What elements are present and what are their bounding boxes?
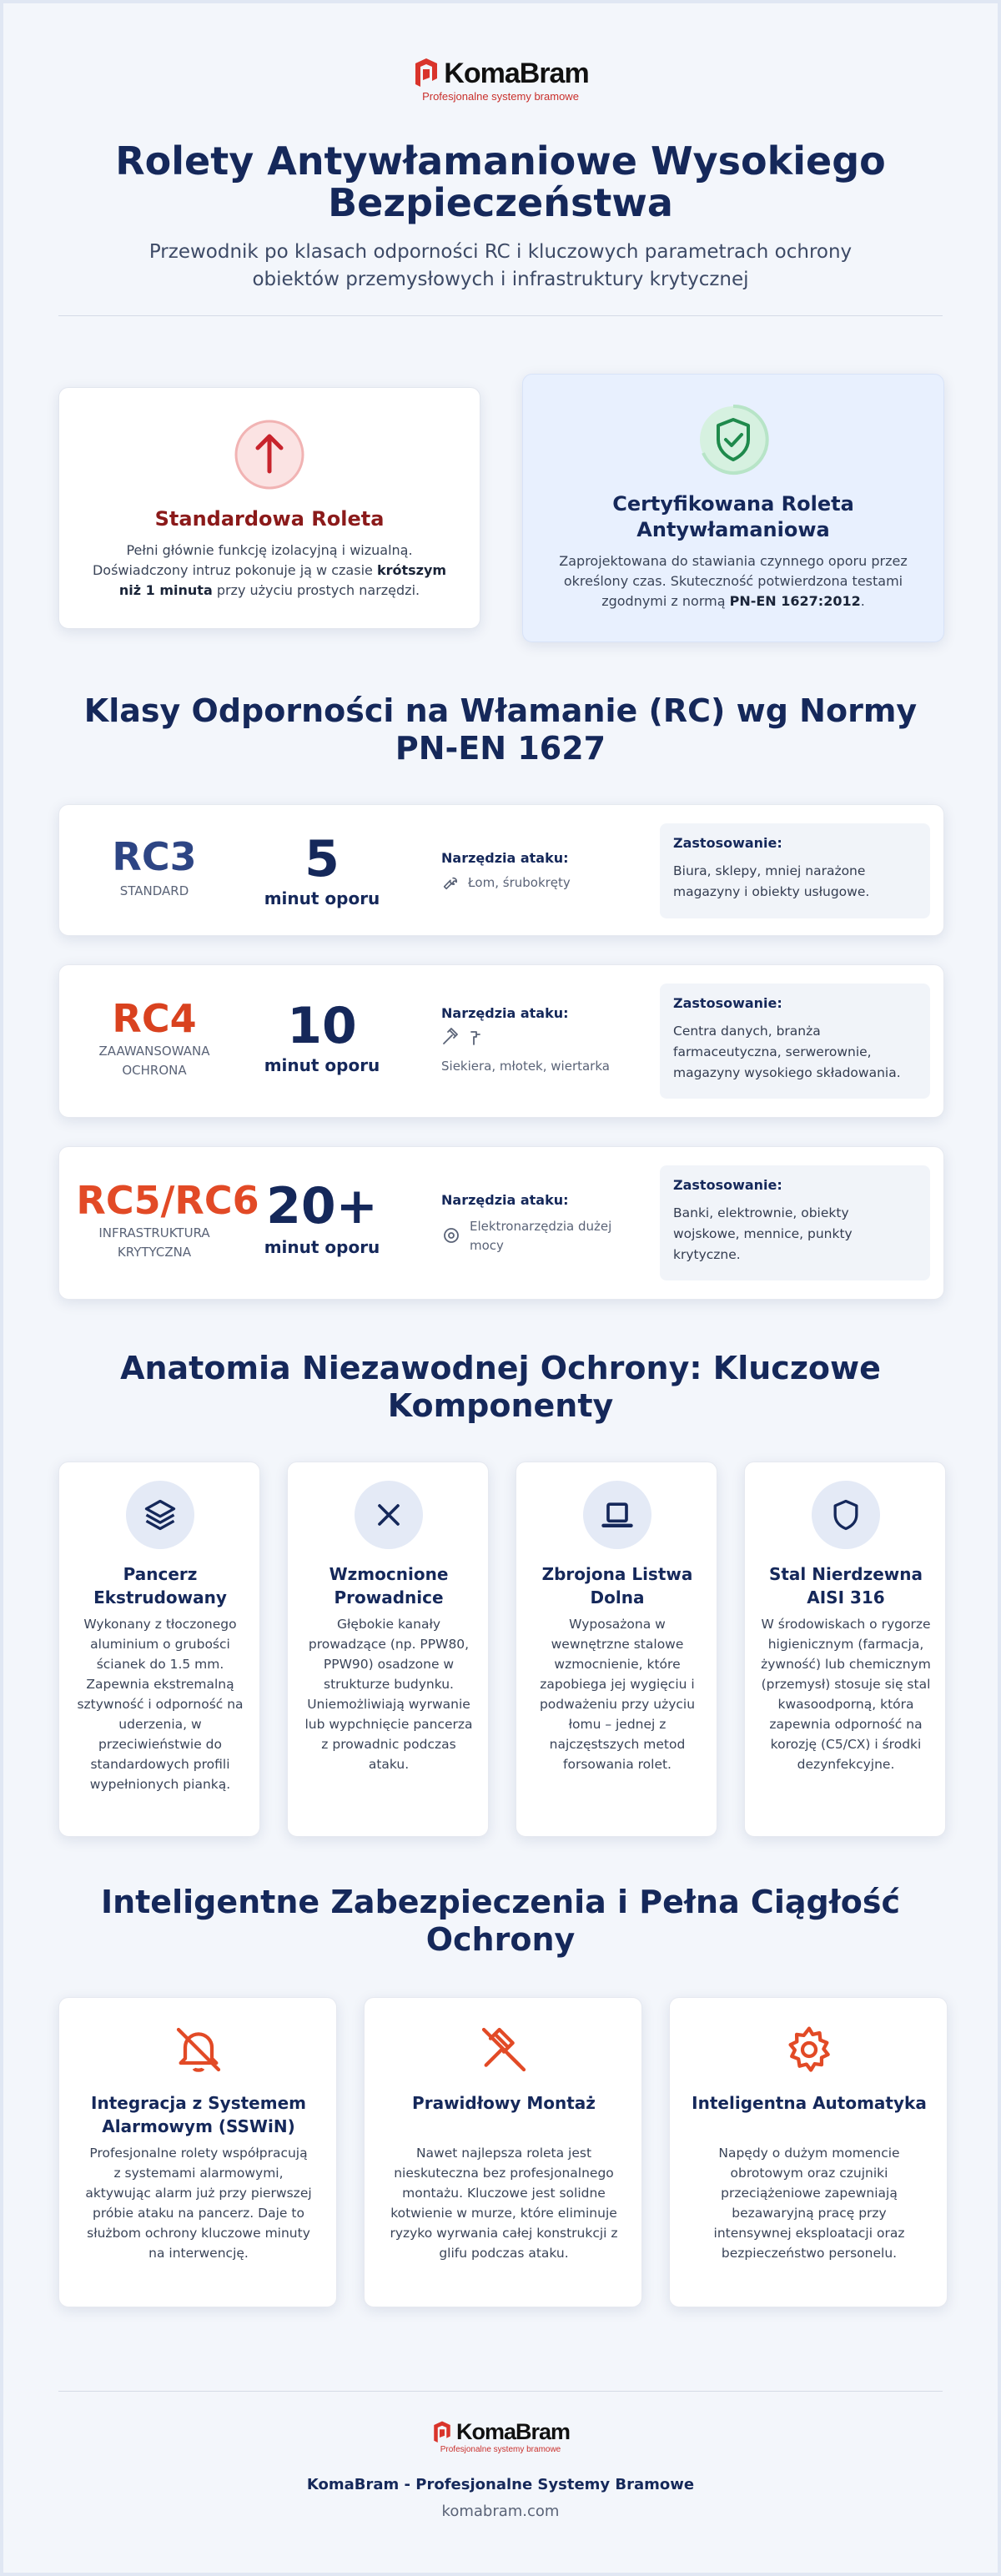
brand-name: KomaBram [455,2419,571,2444]
component-card [516,1462,717,1837]
tools-off-icon [477,2023,531,2076]
rc-class-name: RC3 [112,834,197,879]
rc-tools-heading: Narzędzia ataku: [441,1192,569,1208]
brand-name: KomaBram [444,57,589,89]
x-cross-icon [370,1497,407,1533]
rc-resistance-unit: minut oporu [264,1055,380,1075]
rc-tools-text: Łom, śrubokręty [468,875,571,890]
certified-roller-text: Zaprojektowana do stawiania czynnego oporu przez określony czas. Skuteczność potwierdzona testami zgodnymi z normą PN-EN 1627:2012. [559,553,908,609]
rc-tools [441,873,633,893]
page-title: Rolety Antywłamaniowe Wysokiego Bezpieczeństwa [115,138,886,225]
rc-class-card [58,964,944,1118]
rc-class-name: RC4 [112,996,197,1041]
rc-resistance-minutes: 20+ [266,1177,378,1235]
component-title: Pancerz Ekstrudowany [93,1564,227,1607]
smart-feature-title: Integracja z Systemem Alarmowym (SSWiN) [91,2093,306,2136]
rc-tools [441,1217,633,1255]
smart-section-title: Inteligentne Zabezpieczenia i Pełna Ciągłość Ochrony [100,1884,901,1958]
component-card [287,1462,489,1837]
komabram-logo-mark-icon [412,57,440,90]
footer-company-name: KomaBram - Profesjonalne Systemy Bramowe [306,2476,695,2493]
smart-feature-title: Prawidłowy Montaż [412,2093,596,2113]
component-text: Wykonany z tłoczonego aluminium o grubości ścianek do 1.5 mm. Zapewnia ekstremalną sztywność i odporność na uderzenia, w przeciwieństwie do standardowych profili wypełnionych pianką. [77,1617,244,1792]
smart-feature-card [669,1997,948,2307]
rc-application-heading: Zastosowanie: [673,995,782,1011]
brand-tagline: Profesjonalne systemy bramowe [440,2445,561,2454]
header-divider [58,315,943,316]
rc-tools-text: Siekiera, młotek, wiertarka [441,1059,610,1074]
smart-feature-card [58,1997,337,2307]
rc-section-title: Klasy Odporności na Włamanie (RC) wg Normy PN-EN 1627 [83,692,918,767]
rc-class-name: RC5/RC6 [76,1178,259,1223]
wrench-icon [441,873,460,892]
smart-feature-card [364,1997,642,2307]
rc-class-level: INFRASTRUKTURA KRYTYCZNA [98,1225,210,1260]
certified-roller-card [522,374,944,642]
rc-application-text: Centra danych, branża farmaceutyczna, serwerownie, magazyny wysokiego składowania. [673,1024,901,1080]
brand-logo[interactable] [3,57,998,103]
component-text: Głębokie kanały prowadzące (np. PPW80, PPW90) osadzone w strukturze budynku. Uniemożliwiają wyrwanie lub wypchnięcie pancerza z prowadnic podczas ataku. [304,1617,473,1772]
rc-class-card [58,804,944,936]
laptop-icon [599,1497,636,1533]
component-title: Wzmocnione Prowadnice [329,1564,449,1607]
rc-tools-heading: Narzędzia ataku: [441,1005,569,1021]
rc-application-heading: Zastosowanie: [673,835,782,851]
rc-resistance-unit: minut oporu [264,1237,380,1257]
component-text: Wyposażona w wewnętrzne stalowe wzmocnienie, które zapobiega jej wygięciu i podważeniu przy użyciu łomu – jednej z najczęstszych metod forsowania rolet. [539,1617,696,1772]
smart-feature-title: Inteligentna Automatyka [692,2093,927,2113]
bell-off-icon [172,2023,225,2076]
rc-application-box [660,823,930,918]
smart-feature-text: Nawet najlepsza roleta jest nieskuteczna bez profesjonalnego montażu. Kluczowe jest solidne kotwienie w murze, które eliminuje ryzyko wyrwania całej konstrukcji z glifu podczas ataku. [390,2146,618,2261]
component-title: Zbrojona Listwa Dolna [541,1564,693,1607]
certified-roller-title: Certyfikowana Roleta Antywłamaniowa [612,492,854,541]
components-section-title: Anatomia Niezawodnej Ochrony: Kluczowe Komponenty [120,1350,881,1424]
rc-class-level: ZAAWANSOWANA OCHRONA [98,1044,210,1078]
standard-roller-title: Standardowa Roleta [154,507,385,531]
gear-icon [782,2023,836,2076]
rc-tools-text: Elektronarzędzia dużej mocy [470,1219,612,1253]
arrow-up-icon [233,418,306,491]
shield-check-icon [697,403,770,476]
rc-application-heading: Zastosowanie: [673,1177,782,1193]
rc-resistance-unit: minut oporu [264,888,380,908]
rc-class-card [58,1146,944,1300]
komabram-logo-mark-icon [431,2420,453,2445]
infographic-page [3,3,998,2573]
standard-roller-text: Pełni głównie funkcję izolacyjną i wizualną. Doświadczony intruz pokonuje ją w czasie krótszym niż 1 minuta przy użyciu prostych narzędzi. [92,542,447,598]
rc-class-level: STANDARD [119,883,189,898]
footer-brand-logo[interactable] [3,2419,998,2454]
page-subtitle: Przewodnik po klasach odporności RC i kluczowych parametrach ochrony obiektów przemysłowych i infrastruktury krytycznej [148,241,853,290]
power-tool-icon [441,1225,461,1245]
rc-tools-heading: Narzędzia ataku: [441,850,569,866]
footer-website-link[interactable]: komabram.com [441,2503,560,2520]
smart-feature-text: Napędy o dużym momencie obrotowym oraz czujniki przeciążeniowe zapewniają bezawaryjną pracę przy intensywnej eksploatacji oraz bezpieczeństwo personelu. [713,2146,905,2261]
shield-icon [827,1497,864,1533]
rc-application-box [660,1165,930,1280]
smart-feature-text: Profesjonalne rolety współpracują z systemami alarmowymi, aktywując alarm już przy pierwszej próbie ataku na pancerz. Daje to służbom ochrony kluczowe minuty na interwencję. [85,2146,312,2261]
hammer-icon [441,1027,485,1047]
component-title: Stal Nierdzewna AISI 316 [768,1564,923,1607]
brand-tagline: Profesjonalne systemy bramowe [422,90,579,103]
standard-roller-card [58,387,480,629]
rc-application-text: Banki, elektrownie, obiekty wojskowe, mennice, punkty krytyczne. [673,1205,853,1262]
rc-application-box [660,984,930,1099]
component-card [58,1462,260,1837]
rc-resistance-minutes: 10 [287,997,357,1055]
rc-tools [441,1057,633,1076]
layers-icon [142,1497,179,1533]
component-text: W środowiskach o rygorze higienicznym (farmacja, żywność) lub chemicznym (przemysł) stosuje się stal kwasoodporną, która zapewnia odporność na korozję (C5/CX) i środki dezynfekcyjne. [761,1617,931,1772]
rc-application-text: Biura, sklepy, mniej narażone magazyny i obiekty usługowe. [673,863,870,899]
component-card [744,1462,946,1837]
footer-divider [58,2391,943,2392]
rc-resistance-minutes: 5 [304,830,340,888]
